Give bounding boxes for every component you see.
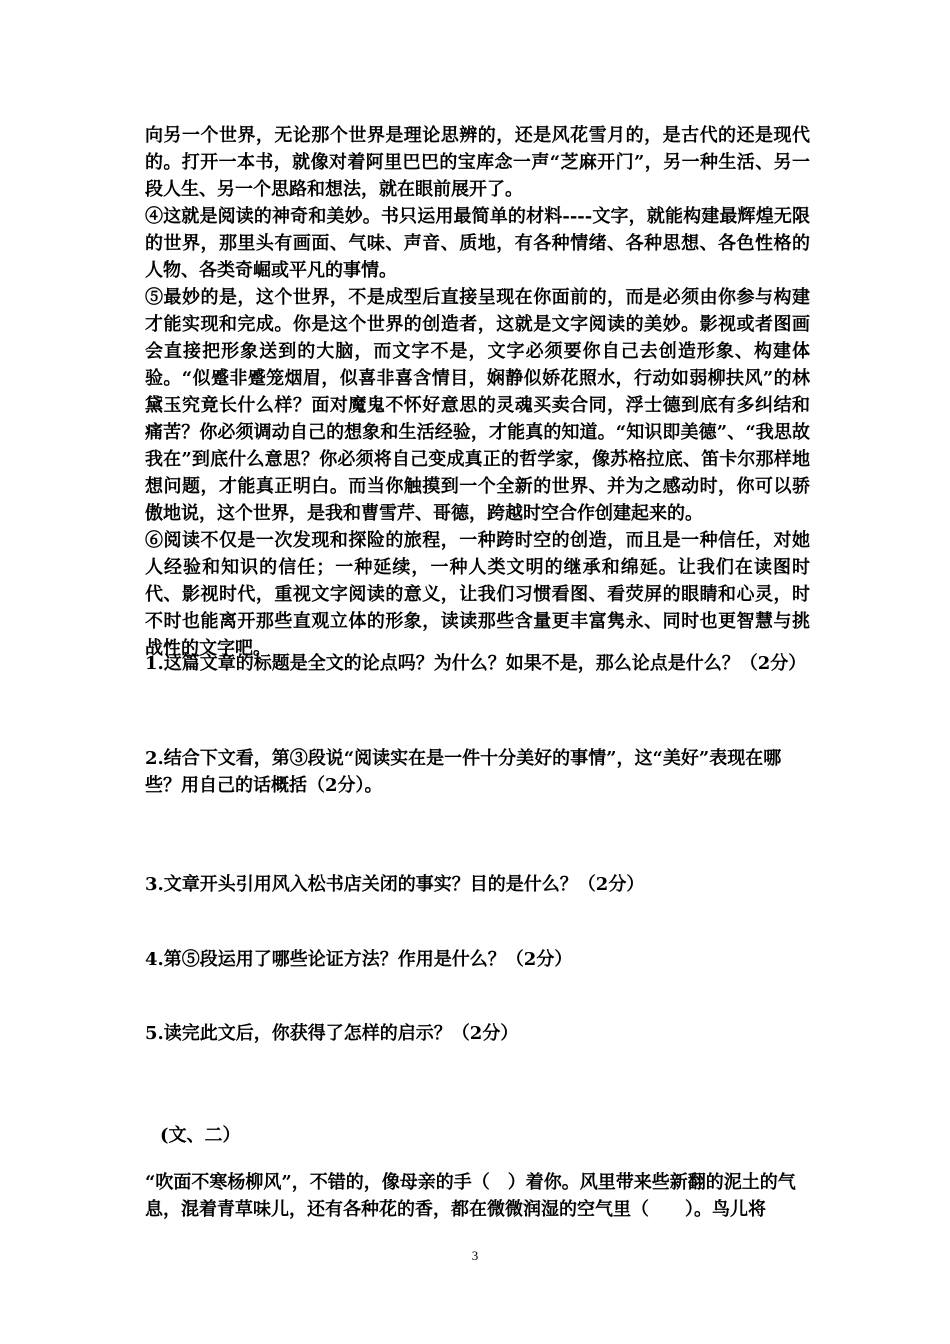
question-3: 3.文章开头引用风入松书店关闭的事实？目的是什么？（2分） bbox=[145, 874, 645, 895]
article-paragraph-5: ⑤最妙的是，这个世界，不是成型后直接呈现在你面前的，而是必须由你参与构建才能实现和完成。你是这个世界的创造者，这就是文字阅读的美妙。影视或者图画会直接把形象送到的大脑，而文字不是，文字必须要你自己去创造形象、构建体验。“似蹙非蹙笼烟眉，似喜非喜含情目，娴静似娇花照水，行动如弱柳扶风”的林黛玉究竟长什么样？面对魔鬼不怀好意思的灵魂买卖合同，浮士德到底有多纠结和痛苦？你必须调动自己的想象和生活经验，才能真的知道。“知识即美德”、“我思故我在”到底什么意思？你必须将自己变成真正的哲学家，像苏格拉底、笛卡尔那样地想问题，才能真正明白。而当你触摸到一个全新的世界、并为之感动时，你可以骄傲地说，这个世界，是我和曹雪芹、哥德，跨越时空合作创建起来的。 bbox=[145, 287, 810, 524]
article-body bbox=[145, 122, 810, 662]
article-paragraph-6: ⑥阅读不仅是一次发现和探险的旅程，一种跨时空的创造，而且是一种信任，对她人经验和知识的信任；一种延续，一种人类文明的继承和绵延。让我们在读图时代、影视时代，重视文字阅读的意义，让我们习惯看图、看荧屏的眼睛和心灵，时不时也能离开那些直观立体的形象，读读那些含量更丰富隽永、同时也更智慧与挑战性的文字吧。 bbox=[145, 530, 810, 659]
section-title: (文、二） bbox=[160, 1125, 241, 1146]
article-paragraph-continuation: 向另一个世界，无论那个世界是理论思辨的，还是风花雪月的，是古代的还是现代的。打开一本书，就像对着阿里巴巴的宝库念一声“芝麻开门”，另一种生活、另一段人生、另一个思路和想法，就在眼前展开了。 bbox=[145, 125, 810, 200]
question-5: 5.读完此文后，你获得了怎样的启示？（2分） bbox=[145, 1023, 519, 1044]
section-paragraph: “吹面不寒杨柳风”，不错的，像母亲的手（ ）着你。风里带来些新翻的泥土的气息，混着青草味儿，还有各种花的香，都在微微润湿的空气里（ ）。鸟儿将 bbox=[145, 1172, 796, 1220]
question-2: 2.结合下文看，第③段说“阅读实在是一件十分美好的事情”，这“美好”表现在哪些？用自己的话概括（2分）。 bbox=[145, 748, 782, 796]
page-number: 3 bbox=[471, 1248, 479, 1263]
question-1: 1.这篇文章的标题是全文的论点吗？为什么？如果不是，那么论点是什么？（2分） bbox=[145, 653, 807, 674]
question-4: 4.第⑤段运用了哪些论证方法？作用是什么？（2分） bbox=[145, 949, 573, 970]
article-paragraph-4: ④这就是阅读的神奇和美妙。书只运用最简单的材料----文字，就能构建最辉煌无限的世界，那里头有画面、气味、声音、质地，有各种情绪、各种思想、各色性格的人物、各类奇崛或平凡的事情。 bbox=[145, 206, 810, 281]
